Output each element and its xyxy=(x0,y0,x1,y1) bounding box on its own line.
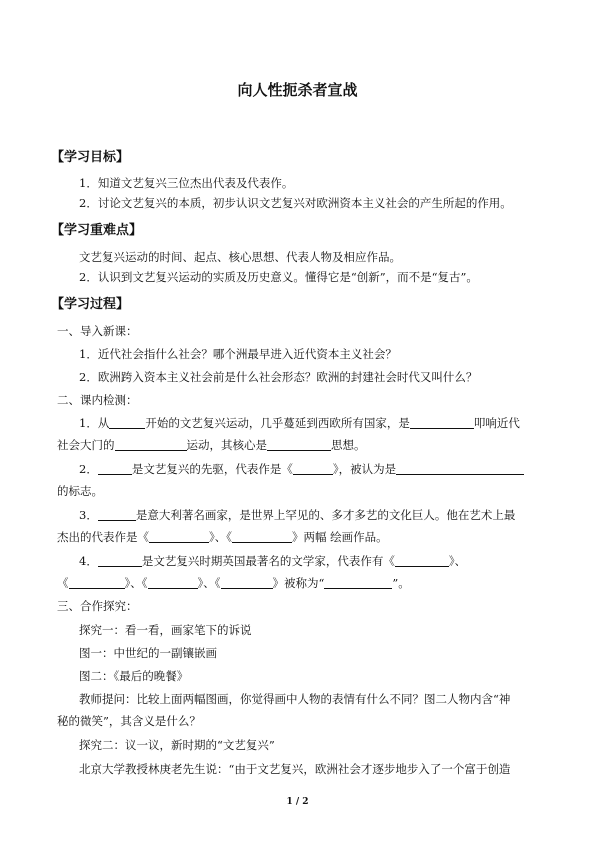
coop-line-1: 探究一：看一看，画家笔下的诉说 xyxy=(79,623,252,637)
answer-blank[interactable] xyxy=(324,576,392,589)
answer-blank[interactable] xyxy=(69,576,125,589)
answer-blank[interactable] xyxy=(396,462,524,475)
question-1-line-2: 社会大门的 运动，其核心是 思想。 xyxy=(57,438,366,452)
question-3-line-2: 杰出的代表作是《 》、《 》两幅 绘画作品。 xyxy=(57,530,388,544)
answer-blank[interactable] xyxy=(98,508,136,521)
intro-item-2: 2．欧洲跨入资本主义社会前是什么社会形态？欧洲的封建社会时代又叫什么？ xyxy=(79,370,478,384)
question-2-line-1: 2． 是文艺复兴的先驱，代表作是《 》，被认为是 xyxy=(79,461,524,477)
key-item-2: 2．认识到文艺复兴运动的实质及历史意义。懂得它是“创新”，而不是“复古”。 xyxy=(79,270,478,284)
answer-blank[interactable] xyxy=(293,462,333,475)
intro-item-1: 1．近代社会指什么社会？哪个洲最早进入近代资本主义社会？ xyxy=(79,347,397,361)
key-item-1: 文艺复兴运动的时间、起点、核心思想、代表人物及相应作品。 xyxy=(79,250,401,264)
coop-line-7: 北京大学教授林庚老先生说：“由于文艺复兴，欧洲社会才逐步地步入了一个富于创造 xyxy=(79,762,511,776)
question-2-line-2: 的标志。 xyxy=(57,484,103,498)
coop-heading: 三、合作探究： xyxy=(57,599,138,613)
check-heading: 二、课内检测： xyxy=(57,393,138,407)
goal-item-1: 1．知道文艺复兴三位杰出代表及代表作。 xyxy=(79,176,294,190)
question-4-line-2: 《 》、《 》、《 》被称为“ ”。 xyxy=(57,576,410,590)
coop-line-4: 教师提问：比较上面两幅图画，你觉得画中人物的表情有什么不同？图二人物内含“神 xyxy=(79,692,511,706)
question-3-line-1: 3． 是意大利著名画家，是世界上罕见的、多才多艺的文化巨人。他在艺术上最 xyxy=(79,508,516,522)
answer-blank[interactable] xyxy=(149,530,209,543)
answer-blank[interactable] xyxy=(98,462,132,475)
goal-item-2: 2．讨论文艺复兴的本质，初步认识文艺复兴对欧洲资本主义社会的产生所起的作用。 xyxy=(79,196,512,210)
answer-blank[interactable] xyxy=(232,530,292,543)
process-heading: 【学习过程】 xyxy=(51,297,130,312)
page-number: 1 / 2 xyxy=(286,797,309,807)
answer-blank[interactable] xyxy=(98,554,142,567)
intro-heading: 一、导入新课： xyxy=(57,324,138,338)
answer-blank[interactable] xyxy=(267,438,331,451)
key-heading: 【学习重难点】 xyxy=(51,223,143,238)
coop-line-6: 探究二：议一议，新时期的“文艺复兴” xyxy=(79,738,275,752)
answer-blank[interactable] xyxy=(148,576,198,589)
answer-blank[interactable] xyxy=(109,416,145,429)
coop-line-5: 秘的微笑”，其含义是什么？ xyxy=(57,714,201,728)
question-1-line-1: 1．从 开始的文艺复兴运动，几乎蔓延到西欧所有国家，是 叩响近代 xyxy=(79,416,520,430)
answer-blank[interactable] xyxy=(115,438,187,451)
answer-blank[interactable] xyxy=(395,554,449,567)
coop-line-2: 图一：中世纪的一副镶嵌画 xyxy=(79,646,217,660)
answer-blank[interactable] xyxy=(221,576,273,589)
answer-blank[interactable] xyxy=(410,416,474,429)
document-title: 向人性扼杀者宣战 xyxy=(237,81,358,99)
goals-heading: 【学习目标】 xyxy=(51,150,130,165)
question-4-line-1: 4． 是文艺复兴时期英国最著名的文学家，代表作有《 》、 xyxy=(79,554,467,568)
coop-line-3: 图二：《最后的晚餐》 xyxy=(79,669,189,683)
